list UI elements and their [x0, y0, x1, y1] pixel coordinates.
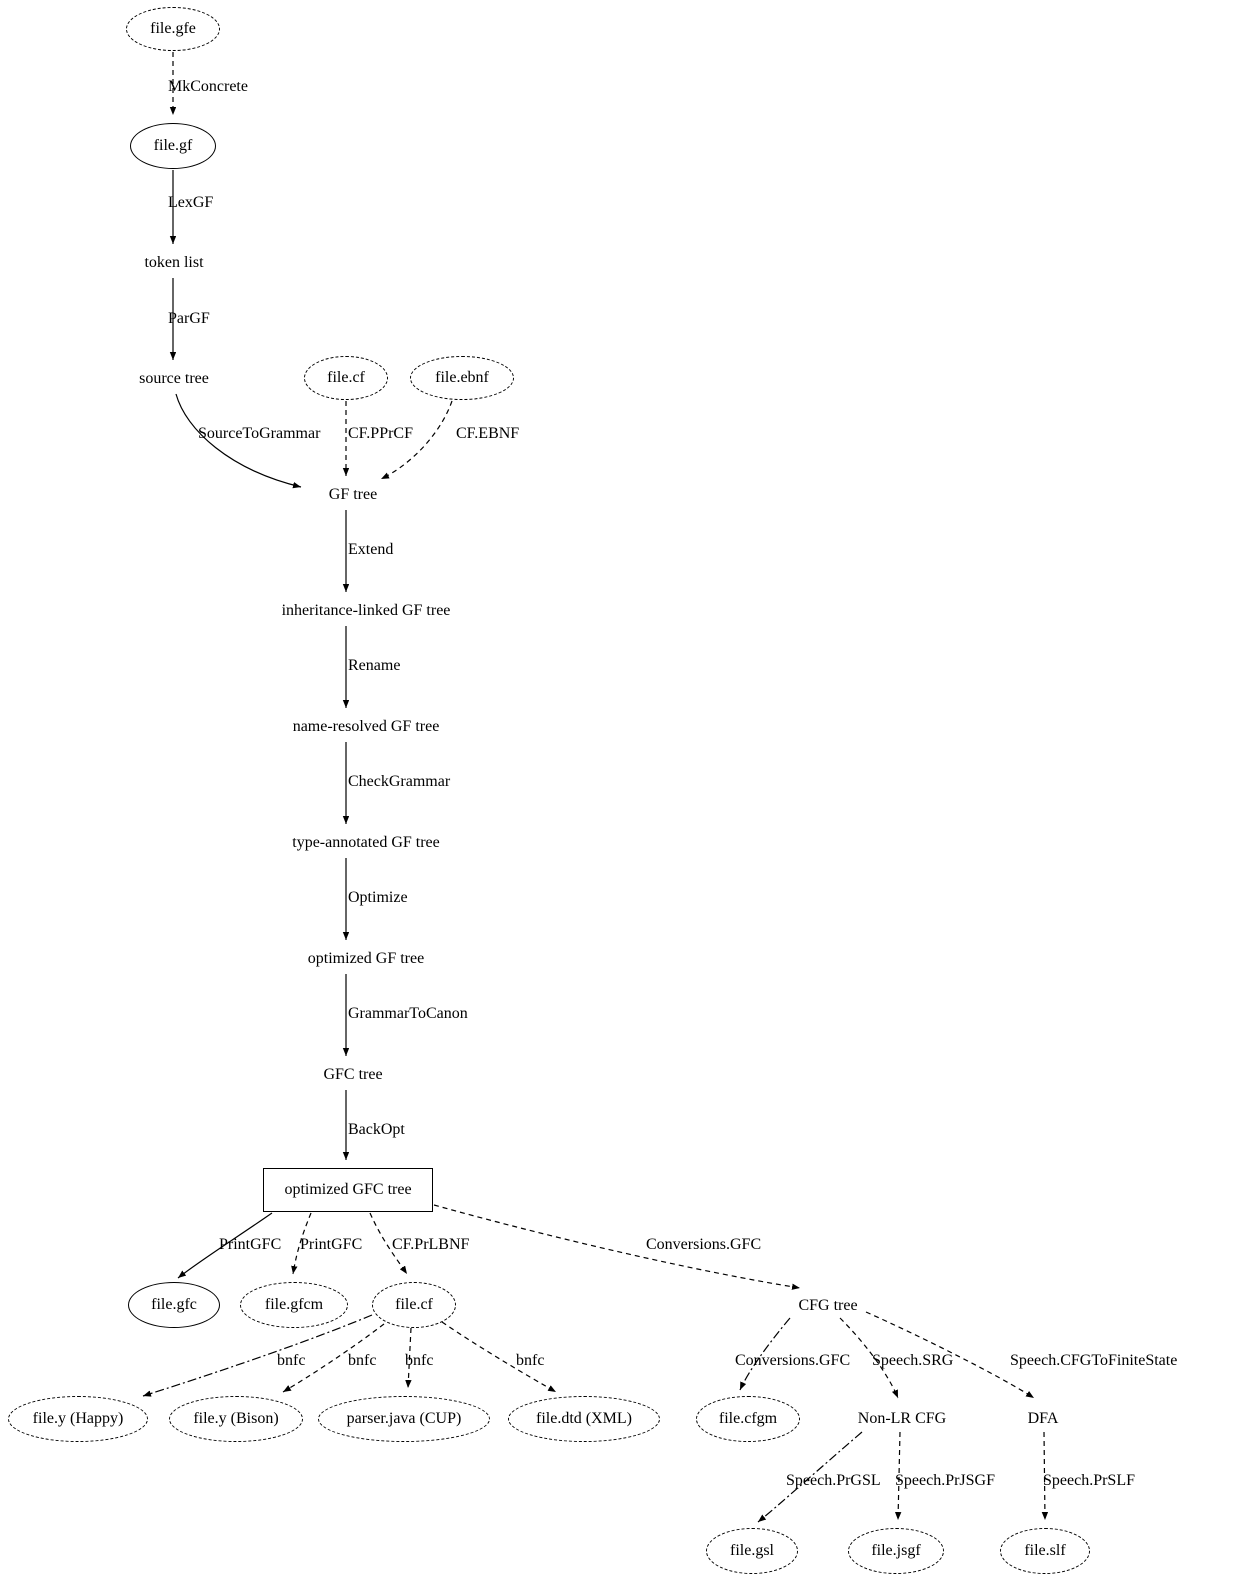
edge-label-backopt: BackOpt [348, 1121, 405, 1138]
node-label: file.ebnf [435, 369, 489, 387]
node-label: optimized GF tree [307, 950, 425, 968]
node-file-cf-top[interactable] [304, 356, 388, 400]
node-file-gfc[interactable] [128, 1282, 220, 1328]
node-label: GF tree [328, 486, 378, 504]
node-label: file.dtd (XML) [536, 1410, 632, 1428]
node-file-gf[interactable] [130, 123, 216, 169]
node-file-y-bison[interactable] [169, 1396, 303, 1442]
node-label: file.gfc [151, 1296, 197, 1314]
edge-label-sourcetogrammar: SourceToGrammar [198, 425, 321, 442]
node-label: token list [144, 254, 204, 272]
node-label: file.y (Bison) [193, 1410, 279, 1428]
edge-label-speech-prjsgf: Speech.PrJSGF [895, 1472, 996, 1489]
edge-label-speech-srg: Speech.SRG [872, 1352, 954, 1369]
node-label: optimized GFC tree [284, 1181, 412, 1199]
node-source-tree [118, 368, 230, 390]
node-label: parser.java (CUP) [346, 1410, 462, 1428]
edge-label-lexgf: LexGF [168, 194, 214, 211]
node-file-slf[interactable] [1000, 1528, 1090, 1574]
node-gfc-tree [306, 1064, 400, 1086]
node-label: CFG tree [798, 1297, 858, 1315]
edge-label-grammartocanon: GrammarToCanon [348, 1005, 468, 1022]
edge-label-printgfc-2: PrintGFC [300, 1236, 363, 1253]
node-label: file.gfe [150, 20, 196, 38]
node-file-gsl[interactable] [706, 1528, 798, 1574]
edge-label-cf-prlbnf: CF.PrLBNF [392, 1236, 470, 1253]
edge-label-conversions-gfc-2: Conversions.GFC [735, 1352, 851, 1369]
node-file-cf-mid[interactable] [372, 1282, 456, 1328]
edge-label-speech-prslf: Speech.PrSLF [1043, 1472, 1135, 1489]
edge-label-bnfc-1: bnfc [277, 1352, 306, 1369]
edge-label-extend: Extend [348, 541, 394, 558]
node-label: file.cfgm [718, 1410, 778, 1428]
node-label: file.gfcm [264, 1296, 324, 1314]
node-name-resolved-gf-tree [258, 716, 474, 738]
node-dfa [1018, 1408, 1068, 1430]
node-type-annotated-gf-tree [254, 832, 478, 854]
node-label: file.y (Happy) [32, 1410, 124, 1428]
node-label: DFA [1027, 1410, 1059, 1428]
edge-label-speech-prgsl: Speech.PrGSL [786, 1472, 881, 1489]
node-optimized-gfc-tree[interactable] [263, 1168, 433, 1212]
node-label: Non-LR CFG [857, 1410, 947, 1428]
edge-label-cf-ebnf: CF.EBNF [456, 425, 520, 442]
node-label: file.slf [1024, 1542, 1066, 1560]
edge-label-mkconcrete: MkConcrete [168, 78, 248, 95]
node-non-lr-cfg [840, 1408, 964, 1430]
edge-label-optimize: Optimize [348, 889, 408, 906]
edge-label-rename: Rename [348, 657, 401, 674]
node-file-gfcm[interactable] [240, 1282, 348, 1328]
edge-label-speech-cfgtofinitestate: Speech.CFGToFiniteState [1010, 1352, 1178, 1369]
node-label: file.gf [153, 137, 193, 155]
node-gf-tree [310, 484, 396, 506]
node-inheritance-linked-gf-tree [246, 600, 486, 622]
node-file-cfgm[interactable] [696, 1396, 800, 1442]
edge-label-pargf: ParGF [168, 310, 210, 327]
edge-label-conversions-gfc-1: Conversions.GFC [646, 1236, 762, 1253]
edge-label-bnfc-4: bnfc [516, 1352, 545, 1369]
node-parser-java-cup[interactable] [318, 1396, 490, 1442]
node-optimized-gf-tree [276, 948, 456, 970]
node-label: file.cf [395, 1296, 433, 1314]
node-file-ebnf[interactable] [410, 356, 514, 400]
node-label: type-annotated GF tree [292, 834, 440, 852]
node-file-jsgf[interactable] [848, 1528, 944, 1574]
node-token-list [122, 252, 226, 274]
node-label: source tree [139, 370, 209, 388]
edge-label-cf-pprcf: CF.PPrCF [348, 425, 413, 442]
node-label: file.cf [327, 369, 365, 387]
edge-label-printgfc-1: PrintGFC [219, 1236, 282, 1253]
node-label: inheritance-linked GF tree [281, 602, 451, 620]
node-file-gfe[interactable] [126, 7, 220, 51]
node-label: file.jsgf [871, 1542, 921, 1560]
edge-label-checkgrammar: CheckGrammar [348, 773, 451, 790]
node-label: file.gsl [730, 1542, 774, 1560]
node-file-dtd-xml[interactable] [508, 1396, 660, 1442]
node-label: name-resolved GF tree [292, 718, 440, 736]
edge-label-bnfc-3: bnfc [405, 1352, 434, 1369]
node-label: GFC tree [323, 1066, 383, 1084]
node-file-y-happy[interactable] [8, 1396, 148, 1442]
node-cfg-tree [784, 1295, 872, 1317]
edge-label-bnfc-2: bnfc [348, 1352, 377, 1369]
